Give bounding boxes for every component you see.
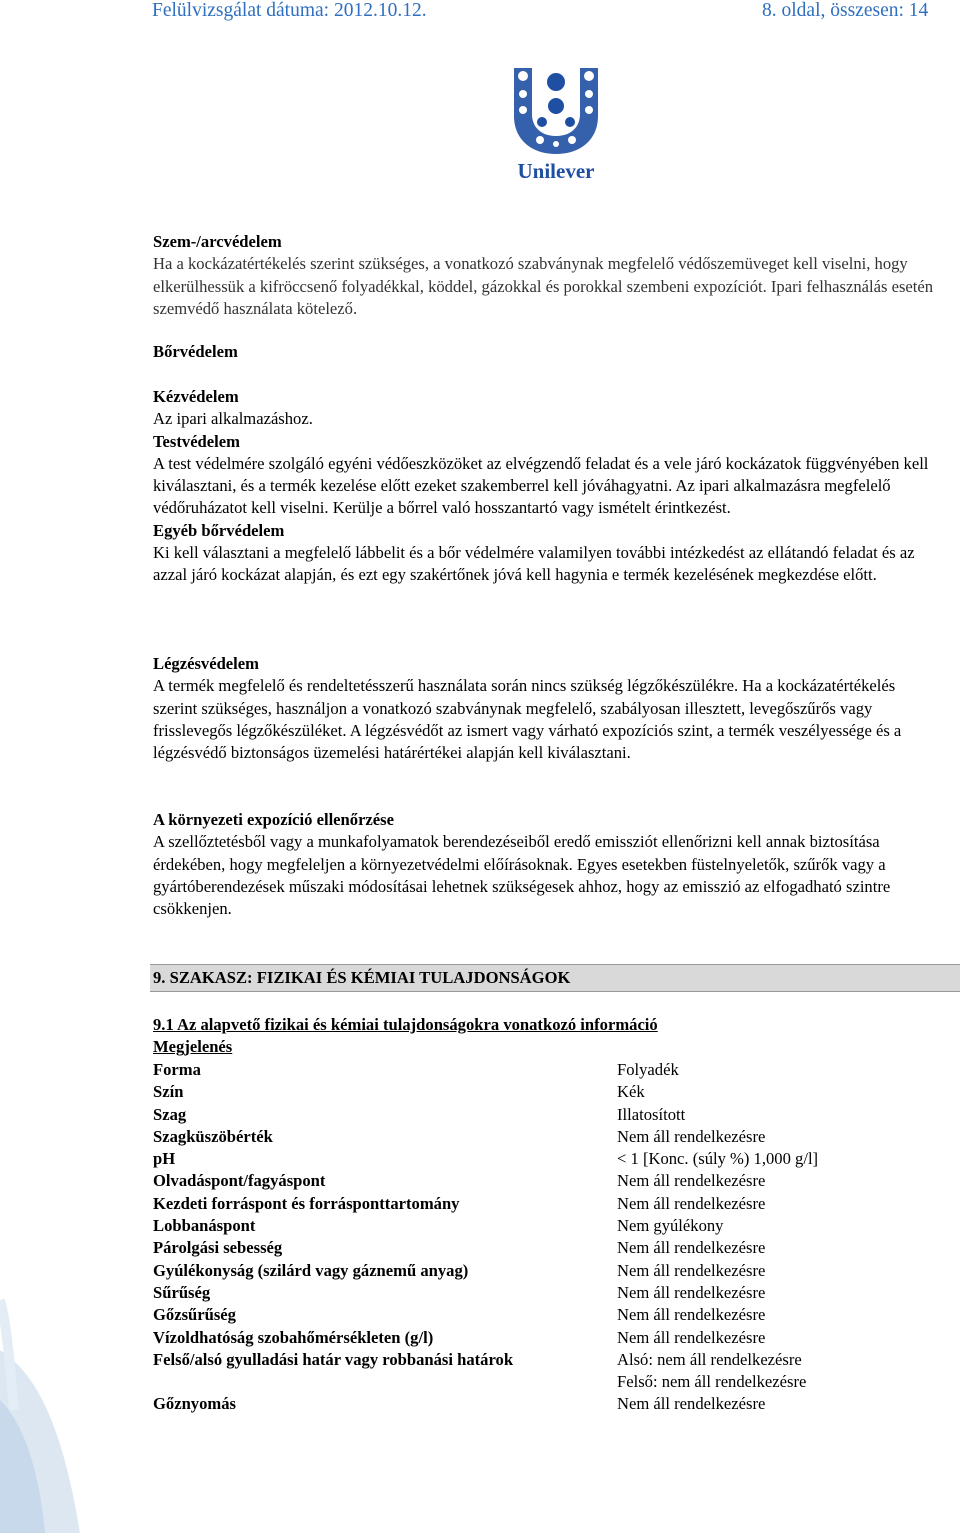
property-row: [153, 1349, 953, 1371]
property-value: Felső: nem áll rendelkezésre: [617, 1372, 807, 1392]
property-value: Nem áll rendelkezésre: [617, 1260, 766, 1280]
property-value: Nem áll rendelkezésre: [617, 1305, 766, 1325]
property-value: Illatosított: [617, 1104, 686, 1124]
property-value: Folyadék: [617, 1060, 679, 1079]
property-value: Nem áll rendelkezésre: [617, 1327, 766, 1347]
property-row: [153, 1148, 953, 1170]
review-date: Felülvizsgálat dátuma: 2012.10.12.: [152, 0, 427, 21]
property-name: Gyúlékonyság (szilárd vagy gáznemű anyag): [153, 1260, 469, 1280]
property-name: Vízoldhatóság szobahőmérsékleten (g/l): [153, 1327, 434, 1347]
corner-decoration: [0, 1290, 120, 1533]
property-value: Nem áll rendelkezésre: [617, 1282, 766, 1302]
skin-protection-section: [153, 341, 938, 363]
property-name: Olvadáspont/fagyáspont: [153, 1171, 326, 1191]
property-name: Szagküszöbérték: [153, 1126, 273, 1146]
property-name: Felső/alsó gyulladási határ vagy robbanási határok: [153, 1349, 514, 1369]
environment-section: [153, 809, 938, 920]
property-name: Szín: [153, 1082, 184, 1102]
property-name: Párolgási sebesség: [153, 1238, 283, 1258]
properties-table: [153, 1059, 953, 1416]
logo-text: Unilever: [517, 159, 595, 183]
property-row: [153, 1215, 953, 1237]
property-value: Kék: [617, 1082, 645, 1102]
env-text: A szellőztetésből vagy a munkafolyamatok berendezéseiből eredő emissziót ellenőrizni kell annak biztosítása érdekében, hogy megfeleljen a környezetvédelmi előírásoknak. Egyes esetekben füstelnyeletők, szűrők vagy a gyártóberendezések műszaki módosításai lehetnek szükségesek ahhoz, hogy az emisszió az elfogadható szintre csökkenjen.: [153, 832, 891, 919]
property-row: [153, 1237, 953, 1259]
property-name: pH: [153, 1149, 176, 1169]
property-value: Nem áll rendelkezésre: [617, 1126, 766, 1146]
property-name: [153, 1371, 617, 1393]
appearance-label: Megjelenés: [153, 1037, 233, 1056]
property-value: Nem áll rendelkezésre: [617, 1171, 766, 1191]
property-name: Lobbanáspont: [153, 1216, 256, 1236]
eye-text: Ha a kockázatértékelés szerint szükséges, a vonatkozó szabványnak megfelelő védőszemüveget kell viselni, hogy elkerülhessük a kifröccsenő folyadékkal, köddel, gázokkal és porokkal szembeni expozíciót. Ipari felhasználás esetén szemvédő használata kötelező.: [153, 254, 934, 318]
property-row: [153, 1282, 953, 1304]
property-value: Alsó: nem áll rendelkezésre: [617, 1349, 802, 1369]
page-info: 8. oldal, összesen: 14: [762, 0, 929, 21]
property-value: < 1 [Konc. (súly %) 1,000 g/l]: [617, 1149, 819, 1169]
property-name: Kezdeti forráspont és forrásponttartomány: [153, 1193, 460, 1213]
env-heading: A környezeti expozíció ellenőrzése: [153, 810, 394, 829]
body-text: A test védelmére szolgáló egyéni védőeszközöket az elvégzendő feladat és a vele járó kockázatok függvényében kell kiválasztani, és a termék kezelése előtt ezeket szakemberrel kell jóváhagyatni. Az ipari alkalmazásra megfelelő védőruházatot kell viselni. Kerülje a bőrrel való hosszantartó vagy ismételt érintkezést.: [153, 453, 929, 518]
property-value: Nem áll rendelkezésre: [617, 1238, 766, 1258]
property-row: [153, 1304, 953, 1326]
section-9-bar: [150, 964, 960, 992]
body-heading: Testvédelem: [153, 431, 240, 451]
property-name: Gőzsűrűség: [153, 1305, 236, 1325]
property-name: Szag: [153, 1104, 187, 1124]
hand-protection-section: [153, 386, 938, 587]
property-value: Nem áll rendelkezésre: [617, 1193, 766, 1213]
property-row: [153, 1193, 953, 1215]
property-row: [153, 1126, 953, 1148]
property-value: Nem áll rendelkezésre: [617, 1394, 766, 1414]
property-row: [153, 1371, 953, 1393]
property-row: [153, 1104, 953, 1126]
respiratory-section: [153, 653, 938, 764]
other-skin-heading: Egyéb bőrvédelem: [153, 520, 285, 540]
property-name: Gőznyomás: [153, 1394, 236, 1414]
property-name: Sűrűség: [153, 1282, 211, 1302]
property-row: [153, 1059, 953, 1081]
property-row: [153, 1170, 953, 1192]
property-row: [153, 1393, 953, 1415]
property-row: [153, 1081, 953, 1103]
resp-text: A termék megfelelő és rendeltetésszerű használata során nincs szükség légzőkészülékre. Ha a kockázatértékelés szerint szükséges, használjon a vonatkozó szabványnak megfelelő, szabályosan illesztett, levegőszűrős vagy frisslevegős légzőkészüléket. A légzésvédőt az ismert vagy várható expozíciós szint, a termék veszélyessége és a légzésvédő biztonságos üzemelési határértékei alapján kell kiválasztani.: [153, 676, 902, 763]
property-name: Forma: [153, 1060, 201, 1079]
hand-text: Az ipari alkalmazáshoz.: [153, 409, 313, 429]
property-value: Nem gyúlékony: [617, 1216, 724, 1236]
unilever-logo: [500, 62, 612, 184]
skin-heading: Bőrvédelem: [153, 342, 238, 361]
eye-protection-section: [153, 231, 938, 320]
resp-heading: Légzésvédelem: [153, 654, 259, 673]
property-row: [153, 1327, 953, 1349]
hand-heading: Kézvédelem: [153, 387, 239, 406]
eye-heading: Szem-/arcvédelem: [153, 232, 282, 251]
section-9-title: 9. SZAKASZ: FIZIKAI ÉS KÉMIAI TULAJDONSÁGOK: [153, 968, 571, 987]
other-skin-text: Ki kell választani a megfelelő lábbelit és a bőr védelmére valamilyen további intézkedést az ellátandó feladat és az azzal járó kockázat alapján, és ezt egy szakértőnek jóvá kell hagynia e termék kezelésének megkezdése előtt.: [153, 543, 915, 585]
property-row: [153, 1260, 953, 1282]
section-9-1-title: 9.1 Az alapvető fizikai és kémiai tulajdonságokra vonatkozó információ: [153, 1015, 658, 1034]
